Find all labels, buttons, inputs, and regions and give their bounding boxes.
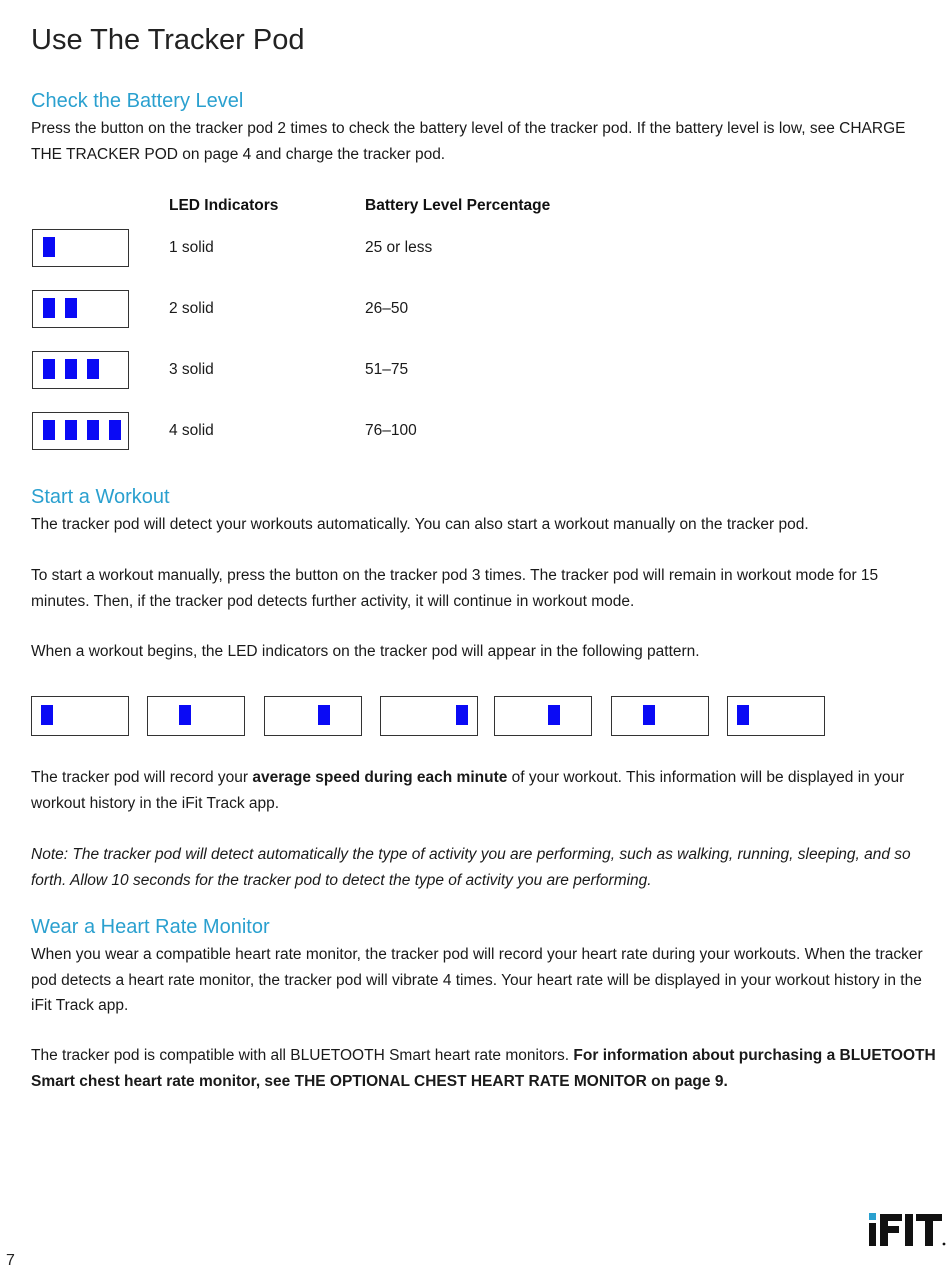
led-indicator-text: 2 solid (169, 300, 214, 317)
battery-level-text: 26–50 (365, 300, 409, 317)
workout-note (31, 842, 936, 893)
battery-row (31, 229, 591, 269)
workout-para-2: To start a workout manually, press the button on the tracker pod 3 times. The tracker pod will remain in workout mode for 15 minutes. Then, if the tracker pod detects further activity, it will continue in workout mode. (31, 567, 879, 610)
pattern-frame (494, 696, 592, 736)
led-light (179, 705, 191, 725)
page-title: Use The Tracker Pod (31, 24, 305, 56)
pattern-frame (31, 696, 129, 736)
led-light (65, 359, 77, 379)
workout-para-4-bold: average speed during each minute (252, 769, 508, 786)
workout-note-text: Note: The tracker pod will detect automatically the type of activity you are performing, such as walking, running, sleeping, and so forth. Allow 10 seconds for the tracker pod to detect the type of activity you are performing. (31, 846, 911, 889)
heart-para-2-bold: For information about purchasing a BLUETOOTH Smart chest heart rate monitor, see THE OPTIONAL CHEST HEART RATE MONITOR on page 9. (31, 1047, 936, 1090)
logo-dot (869, 1213, 876, 1220)
logo-letter-i (869, 1223, 876, 1246)
led-indicator-box (32, 412, 129, 450)
led-indicator-box (32, 290, 129, 328)
logo-letter-t (916, 1214, 942, 1246)
logo-letter-i2 (905, 1214, 913, 1246)
pattern-frame (611, 696, 709, 736)
led-indicator-box (32, 229, 129, 267)
led-light (65, 298, 77, 318)
battery-level-text: 51–75 (365, 361, 409, 378)
battery-row (31, 351, 591, 391)
heart-para-2-start: The tracker pod is compatible with all BLUETOOTH Smart heart rate monitors. (31, 1047, 574, 1064)
battery-level-text: 76–100 (365, 422, 417, 439)
led-light (43, 298, 55, 318)
led-light (41, 705, 53, 725)
workout-para-1: The tracker pod will detect your workouts automatically. You can also start a workout manually on the tracker pod. (31, 516, 809, 533)
led-light (109, 420, 121, 440)
led-light (548, 705, 560, 725)
logo-trademark-dot (943, 1243, 946, 1246)
heart-heading: Wear a Heart Rate Monitor (31, 916, 270, 938)
battery-row (31, 412, 591, 452)
battery-level-text: 25 or less (365, 239, 433, 256)
workout-para-4-start: The tracker pod will record your (31, 769, 253, 786)
battery-heading: Check the Battery Level (31, 90, 244, 112)
led-pattern (31, 696, 831, 737)
logo-letter-f (880, 1214, 902, 1246)
battery-intro: Press the button on the tracker pod 2 times to check the battery level of the tracker pod. If the battery level is low, see CHARGE THE TRACKER POD on page 4 and charge the tracker pod. (31, 120, 906, 163)
pattern-frame (264, 696, 362, 736)
led-light (643, 705, 655, 725)
led-light (65, 420, 77, 440)
pattern-frame (727, 696, 825, 736)
ifit-logo (868, 1213, 946, 1247)
led-light (43, 237, 55, 257)
workout-heading: Start a Workout (31, 486, 170, 508)
led-indicator-text: 3 solid (169, 361, 214, 378)
led-light (737, 705, 749, 725)
pattern-frame (147, 696, 245, 736)
pattern-frame (380, 696, 478, 736)
led-light (43, 420, 55, 440)
battery-row (31, 290, 591, 330)
workout-para-4 (31, 765, 936, 816)
workout-para-4-end: of your workout. This information will be displayed in your workout history in the iFit Track app. (31, 769, 905, 812)
battery-level-header: Battery Level Percentage (365, 197, 551, 214)
workout-para-3: When a workout begins, the LED indicators on the tracker pod will appear in the following pattern. (31, 643, 700, 660)
led-indicator-text: 1 solid (169, 239, 214, 256)
led-light (318, 705, 330, 725)
heart-para-1: When you wear a compatible heart rate monitor, the tracker pod will record your heart rate during your workouts. When the tracker pod detects a heart rate monitor, the tracker pod will vibrate 4 times. Your heart rate will be displayed in your workout history in the iFit Track app. (31, 946, 923, 1014)
led-light (87, 359, 99, 379)
heart-para-2 (31, 1043, 936, 1094)
led-light (456, 705, 468, 725)
led-indicators-header: LED Indicators (169, 197, 279, 214)
led-light (87, 420, 99, 440)
page-number: 7 (6, 1252, 15, 1269)
led-indicator-text: 4 solid (169, 422, 214, 439)
led-light (43, 359, 55, 379)
led-indicator-box (32, 351, 129, 389)
